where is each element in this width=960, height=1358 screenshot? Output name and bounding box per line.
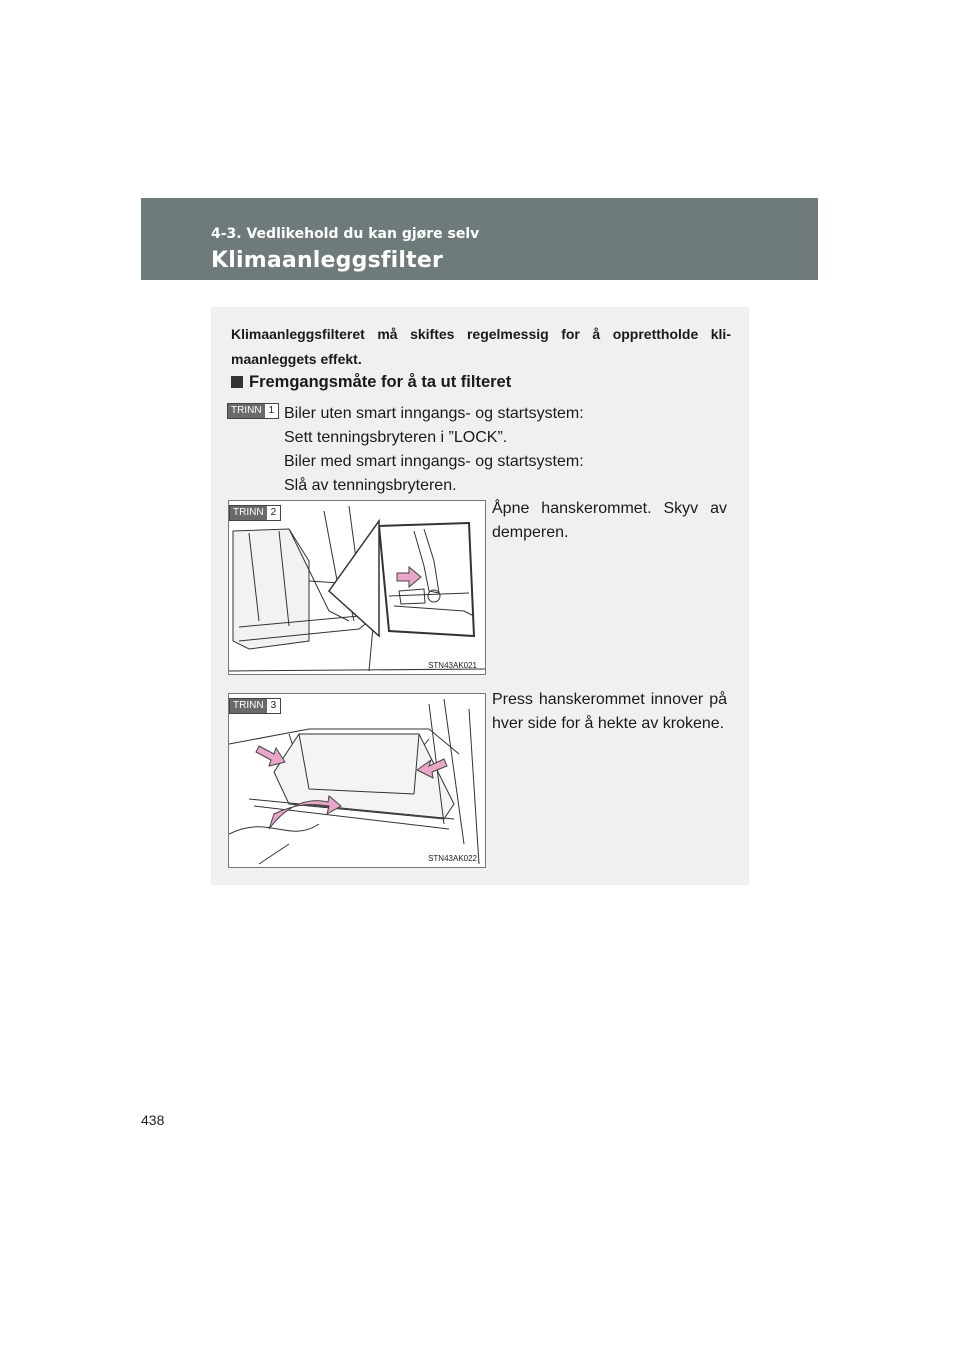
figure-code: STN43AK021 (428, 661, 477, 670)
procedure-heading (231, 373, 511, 392)
square-bullet-icon (231, 376, 243, 388)
step-1-line: Sett tenningsbryteren i ”LOCK”. (284, 429, 508, 446)
figure-code: STN43AK022 (428, 854, 477, 863)
step-2-badge (229, 505, 281, 521)
step-3-badge (229, 698, 281, 714)
section-label: 4-3. Vedlikehold du kan gjøre selv (211, 226, 480, 242)
step-1-number: 1 (268, 405, 275, 416)
step-3-text: Press hanskerommet innover på hver side for å hekte av krokene. (492, 691, 727, 732)
push-arrow-icon (256, 746, 285, 766)
step-2-text: Åpne hanskerommet. Skyv av demperen. (492, 500, 727, 541)
step-3-label: TRINN (230, 699, 267, 713)
content-box (211, 307, 749, 885)
step-1-text (284, 402, 584, 498)
glovebox-press-illustration (229, 694, 485, 867)
step-1-badge (227, 403, 279, 419)
procedure-heading-text: Fremgangsmåte for å ta ut filteret (249, 373, 512, 391)
step-1-label: TRINN (228, 404, 265, 418)
chapter-header (141, 198, 818, 280)
step-2-number: 2 (270, 507, 277, 518)
step-3-number: 3 (270, 700, 277, 711)
intro-text: Klimaanleggsfilteret må skiftes regelmessig for å opprettholde kli-maanleggets effekt. (231, 326, 731, 367)
step-2-label: TRINN (230, 506, 267, 520)
page-number: 438 (141, 1112, 165, 1128)
step-3-figure (228, 693, 486, 868)
step-2-figure (228, 500, 486, 675)
step-1-line: Slå av tenningsbryteren. (284, 477, 457, 494)
step-1-line: Biler uten smart inngangs- og startsystem: (284, 405, 584, 422)
glovebox-damper-illustration (229, 501, 485, 674)
page-title: Klimaanleggsfilter (211, 248, 444, 273)
step-1-line: Biler med smart inngangs- og startsystem: (284, 453, 584, 470)
